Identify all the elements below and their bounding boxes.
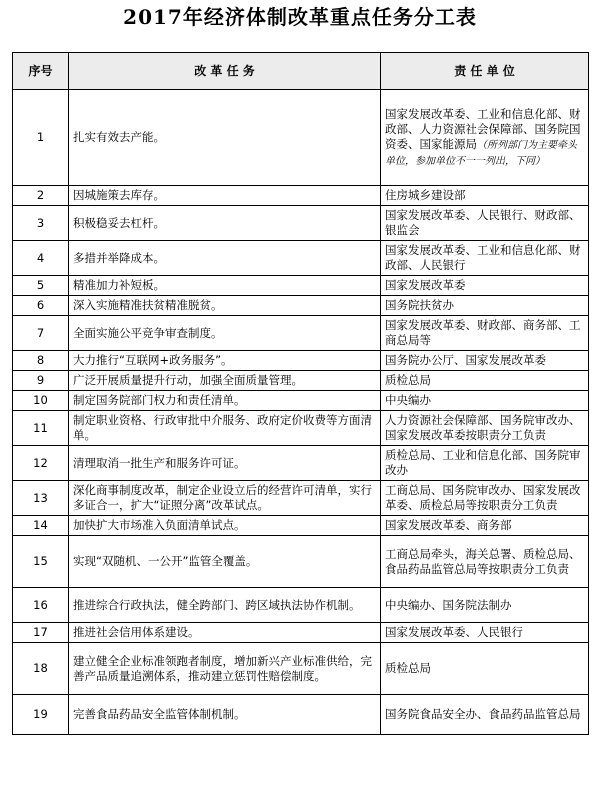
reform-task: 积极稳妥去杠杆。: [69, 206, 381, 241]
responsible-unit-cell: [381, 206, 589, 241]
table-row: [13, 296, 589, 316]
row-number: 13: [13, 481, 69, 516]
responsible-unit-cell: [381, 371, 589, 391]
table-row: [13, 695, 589, 735]
responsible-unit-cell: [381, 391, 589, 411]
reform-task: 完善食品药品安全监管体制机制。: [69, 695, 381, 735]
responsible-unit-cell: [381, 481, 589, 516]
table-row: [13, 241, 589, 276]
responsible-unit: 国家发展改革委、财政部、商务部、工商总局等: [385, 318, 581, 347]
reform-task: 推进社会信用体系建设。: [69, 623, 381, 643]
table-header-row: [13, 53, 589, 90]
responsible-unit: 工商总局牵头，海关总署、质检总局、食品药品监管总局等按职责分工负责: [385, 546, 581, 576]
reform-task: 实现“双随机、一公开”监管全覆盖。: [69, 536, 381, 588]
header-unit: 责 任 单 位: [381, 53, 589, 90]
table-row: [13, 643, 589, 695]
responsible-unit: 国务院食品安全办、食品药品监管总局: [385, 707, 581, 721]
responsible-unit: 中央编办: [385, 393, 431, 407]
row-number: 5: [13, 276, 69, 296]
reform-task: 多措并举降成本。: [69, 241, 381, 276]
table-row: [13, 316, 589, 351]
responsible-unit-cell: [381, 588, 589, 623]
responsible-unit: 国务院扶贫办: [385, 298, 454, 312]
row-number: 12: [13, 446, 69, 481]
responsible-unit-cell: [381, 241, 589, 276]
reform-task: 因城施策去库存。: [69, 186, 381, 206]
responsible-unit: 国务院办公厅、国家发展改革委: [385, 353, 546, 367]
table-row: [13, 516, 589, 536]
table-row: [13, 588, 589, 623]
reform-task: 大力推行“互联网+政务服务”。: [69, 351, 381, 371]
table-row: [13, 411, 589, 446]
header-task: 改 革 任 务: [69, 53, 381, 90]
responsible-unit: 工商总局、国务院审改办、国家发展改革委、质检总局等按职责分工负责: [385, 483, 581, 512]
unit-note: （所列部门为主要牵头单位，参加单位不一一列出，下同）: [385, 139, 577, 167]
header-num: 序号: [13, 53, 69, 90]
reform-task: 制定国务院部门权力和责任清单。: [69, 391, 381, 411]
row-number: 16: [13, 588, 69, 623]
table-row: [13, 276, 589, 296]
responsible-unit: 质检总局: [385, 373, 431, 387]
responsible-unit-cell: [381, 90, 589, 186]
row-number: 8: [13, 351, 69, 371]
responsible-unit: 住房城乡建设部: [385, 188, 466, 202]
row-number: 11: [13, 411, 69, 446]
table-row: [13, 536, 589, 588]
table-row: [13, 186, 589, 206]
row-number: 9: [13, 371, 69, 391]
row-number: 17: [13, 623, 69, 643]
page-title: 2017年经济体制改革重点任务分工表: [123, 5, 477, 29]
responsible-unit-cell: [381, 296, 589, 316]
table-row: [13, 206, 589, 241]
table-row: [13, 446, 589, 481]
row-number: 14: [13, 516, 69, 536]
reform-task: 加快扩大市场准入负面清单试点。: [69, 516, 381, 536]
responsible-unit: 国家发展改革委、人民银行、财政部、银监会: [385, 208, 581, 237]
reform-task: 深化商事制度改革，制定企业设立后的经营许可清单，实行多证合一，扩大“证照分离”改革试点。: [69, 481, 381, 516]
responsible-unit: 质检总局: [385, 661, 431, 675]
responsible-unit-cell: [381, 695, 589, 735]
responsible-unit-cell: [381, 411, 589, 446]
reform-task: 精准加力补短板。: [69, 276, 381, 296]
responsible-unit: 人力资源社会保障部、国务院审改办、国家发展改革委按职责分工负责: [385, 413, 581, 442]
responsible-unit-cell: [381, 316, 589, 351]
table-row: [13, 481, 589, 516]
row-number: 15: [13, 536, 69, 588]
responsible-unit: 国家发展改革委、商务部: [385, 518, 512, 532]
row-number: 18: [13, 643, 69, 695]
reform-task: 广泛开展质量提升行动，加强全面质量管理。: [69, 371, 381, 391]
responsible-unit-cell: [381, 186, 589, 206]
row-number: 19: [13, 695, 69, 735]
reform-task: 全面实施公平竞争审查制度。: [69, 316, 381, 351]
reform-task: 清理取消一批生产和服务许可证。: [69, 446, 381, 481]
table-row: [13, 90, 589, 186]
responsible-unit: 中央编办、国务院法制办: [385, 597, 512, 612]
responsible-unit-cell: [381, 446, 589, 481]
responsible-unit-cell: [381, 623, 589, 643]
table-row: [13, 391, 589, 411]
responsible-unit-cell: [381, 516, 589, 536]
row-number: 3: [13, 206, 69, 241]
reform-task: 建立健全企业标准领跑者制度，增加新兴产业标准供给，完善产品质量追溯体系，推动建立惩罚性赔偿制度。: [69, 643, 381, 695]
row-number: 1: [13, 90, 69, 186]
reform-task: 推进综合行政执法，健全跨部门、跨区域执法协作机制。: [69, 588, 381, 623]
responsible-unit: 国家发展改革委: [385, 278, 466, 292]
task-table: [12, 52, 589, 735]
row-number: 6: [13, 296, 69, 316]
reform-task: 制定职业资格、行政审批中介服务、政府定价收费等方面清单。: [69, 411, 381, 446]
responsible-unit-cell: [381, 351, 589, 371]
responsible-unit-cell: [381, 276, 589, 296]
responsible-unit-cell: [381, 536, 589, 588]
responsible-unit: 质检总局、工业和信息化部、国务院审改办: [385, 448, 581, 477]
reform-task: 扎实有效去产能。: [69, 90, 381, 186]
reform-task: 深入实施精准扶贫精准脱贫。: [69, 296, 381, 316]
row-number: 4: [13, 241, 69, 276]
row-number: 2: [13, 186, 69, 206]
table-row: [13, 623, 589, 643]
responsible-unit: 国家发展改革委、工业和信息化部、财政部、人民银行: [385, 243, 581, 272]
responsible-unit: 国家发展改革委、工业和信息化部、财政部、人力资源社会保障部、国务院国资委、国家能源局: [385, 106, 581, 151]
row-number: 7: [13, 316, 69, 351]
responsible-unit: 国家发展改革委、人民银行: [385, 625, 523, 639]
table-row: [13, 371, 589, 391]
responsible-unit-cell: [381, 643, 589, 695]
row-number: 10: [13, 391, 69, 411]
table-row: [13, 351, 589, 371]
